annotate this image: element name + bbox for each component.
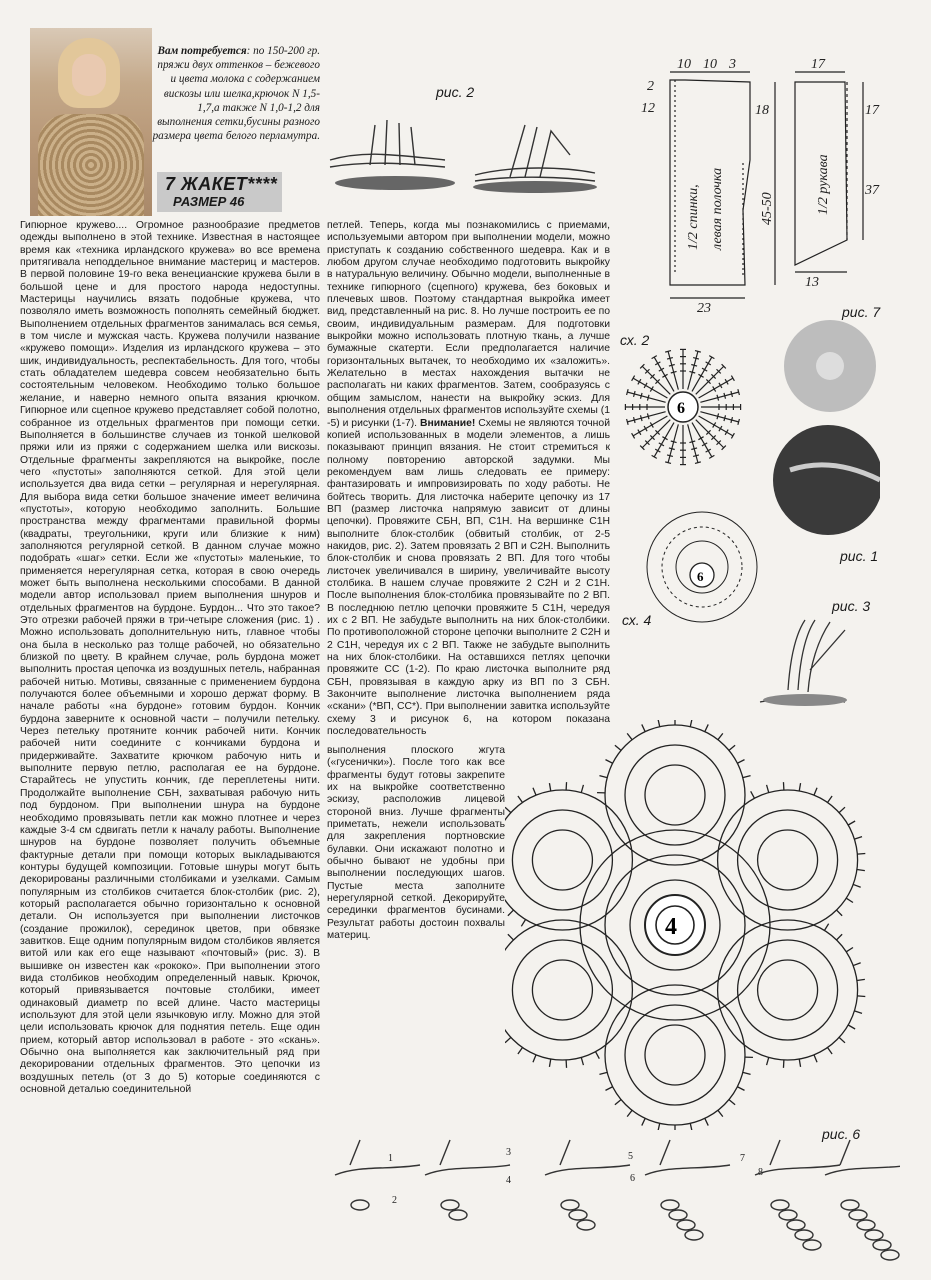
figure-ris1-photos xyxy=(750,320,880,550)
materials-text: Вам потребуется: по 150-200 гр. пряжи двух оттенков – бежевого и цвета молока с содержанием вискозы или шелка,крючок N 1,5-1,7,а также N 1,0-1,2 для выполнения сетки,бусины разного размера цвета белого перламутра. xyxy=(152,45,320,143)
step-5: 5 xyxy=(628,1151,633,1162)
step-4: 4 xyxy=(506,1175,511,1186)
item-title: 7 ЖАКЕТ**** xyxy=(165,174,278,194)
dim-18: 18 xyxy=(755,103,769,118)
sx2-center-number: 6 xyxy=(677,400,685,417)
model-photo xyxy=(30,28,152,216)
step-2: 2 xyxy=(392,1195,397,1206)
article-column-1: Гипюрное кружево.... Огромное разнообразие предметов одежды выполнено в этой технике. Известная в настоящее время как «техника ирландского кружева» во все времена притягивала неподдельное внимание мастериц и мастеров. В первой половине 19-го века венецианские кружева были в большой цене и для простого народа недоступны. Мастерицы научились вязать подобные кружева, что позволяло иметь возможность пополнять семейный бюджет. Выполнением отдельных фрагментов занималась вся семья, в том числе и мужская часть. Кружева получили название «кружево помощи». Изделия из ирландского кружева – это шик, индивидуальность, респектабельность. Для того, чтобы стать обладателем шедевра совсем необязательно быть состоятельным человеком. Необходимо только большое желание, и наверно немного опыта вязания крючком. Гипюрное или сцепное кружево представляет собой полотно, собранное из отдельных фрагментов при помощи сетки. Выполняется в большинстве случаев из тонкой шелковой пряжи или из пряжи с содержанием шелка или вискозы. Отдельные фрагменты закрепляются на выкройке, после чего «пустоты» заполняются сеткой. Для этой цели используется два вида сетки – регулярная и нерегулярная. Для выбора вида сетки большое значение имеет величина «пустоты», которую необходимо заполнить. Большие пространства между фрагментами правильной формы (квадраты, треугольники, круги или близкие к ним) заполняются регулярной сеткой. В данном случае можно подобрать «шаг» сетки. Если же «пустоты» маленькие, то применяется нерегулярная сетка, которая в свою очередь может быть выполнена несколькими способами. В данной модели автор использовал прием выполнения шнуров и отдельных фрагментов на бурдоне. Бурдон... Что это такое? Это отрезки рабочей пряжи в три-четыре сложения (рис. 1) . Можно использовать дополнительную нить, главное чтобы она была в несколько раз толще рабочей, но обязательно близкой по цвету. В крайнем случае, роль бурдона может выполнить простая цепочка из воздушных петель, набранная рабочей нитью. Мотивы, связанные с применением бурдона получаются более объемными и хорошо держат форму. В начале работы «на бурдоне» готовим бурдон. Кончик бурдона заверните к основной части – получили петельку. Через петельку протяните кончик рабочей нити. Кончик рабочей нити соедините с кончиками бурдона и придерживайте. Захватите крючком рабочую нить и выполните первую петлю, располагая ее на бурдоне. Старайтесь не упустить кончик, где переплетены нити. Продолжайте выполнение СБН, захватывая рабочую нить под бурдоном. При выполнении шнура на бурдоне необходимо провязывать петли как можно плотнее и через каждые 3-4 см сдвигать петли к началу работы. Выполнение шнуров на бурдоне позволяет получить объемные фактурные детали при помощи которых выкладываются контуры будущей композиции. Готовые шнуры могут быть декорированы различными столбиками и узелками. Самым популярным из столбиков считается блок-столбик (рис. 2), который располагается обычно горизонтально к основной детали. Он используется при выполнении листочков (создание прожилок), серединок цветов, при обвязке завитков. Еще одним популярным видом столбиков является витой или как его еще называют «почтовый» (рис. 3). В вышивке он известен как «рококо». При выполнении этого вида столбиков необходим определенный навык. Крючок, который привязывается почтовые столбики, имеет одинаковый диаметр по всей длине. Часто мастерицы используют для этой цели язычковую иглу. Можно для этой цели использовать крючок для поднятия петель. Еще один прием, который автор использовал в работе - это «скань». Обычно она выполняется как заключительный ряд при декорировании отдельных фрагментов. Это цепочки из воздушных петель (от 3 до 5) которые соединяются с основной деталью соединительной xyxy=(20,220,320,1096)
step-8: 8 xyxy=(758,1167,763,1178)
title-badge xyxy=(157,172,282,212)
caption-ris7: рис. 7 xyxy=(842,304,881,320)
dim-13: 13 xyxy=(805,275,819,290)
sx4-center-number: 6 xyxy=(697,569,704,584)
dim-3: 3 xyxy=(729,57,736,72)
figure-ris2 xyxy=(325,105,605,200)
step-3: 3 xyxy=(506,1147,511,1158)
front-label: левая полочка xyxy=(710,167,725,250)
article-column-3: выполнения плоского жгута («гусенички»). После того как все фрагменты будут готовы закрепите их на выкройке соответственно эскизу, расположив лицевой стороной вниз. Лучше фрагменты приметать, нежели использовать для закрепления портновские булавки. Они искажают полотно и обычно бывают не удобны при выполнении последующих шагов. Пустые места заполните нерегулярной сеткой. Декорируйте серединки фрагментов бусинами. Результат работы достоин похвалы материц. xyxy=(327,745,505,942)
figure-step-sequence xyxy=(330,1135,900,1270)
dim-10a: 10 xyxy=(677,57,691,72)
flower-center-number: 4 xyxy=(665,914,677,940)
article-column-2: петлей. Теперь, когда мы познакомились с приемами, используемыми автором при выполнении модели, можно приступать к созданию собственного шедевра. Как и в любом другом случае необходимо подготовить выкройку в натуральную величину. Обычно модели, выполненные в технике гипюрного (сцепного) кружева, без боковых и плечевых швов. Поэтому стандартная выкройка имеет вид, представленный на рис. 8. Но лучше построить ее по своим, индивидуальным размерам. Для подготовки выкройки можно использовать плотную ткань, а лучше бумажные скатерти. Если предполагается наличие горизонтальных вытачек, то необходимо их «заложить». Желательно в местах нахождения вытачки не располагать ни каких фрагментов. Затем, сообразуясь с общим замыслом, нанести на выкройку эскиз. Для выполнения отдельных фрагментов используйте схемы (1 -5) и рисунки (1-7). Внимание! Схемы не являются точной копией использованных в модели элементов, а лишь показывают принцип вязания. Не стоит стремиться к полному повторению авторской задумки. Мы рекомендуем вам лишь следовать ее примеру: фантазировать и импровизировать по ходу работы. Не бойтесь творить. Для листочка наберите цепочку из 17 ВП (размер листочка напрямую зависит от длины цепочки). Провяжите СБН, ВП, С1Н. На вершинке С1Н выполните блок-столбик (обвитый столбик, от 2-5 накидов, рис. 2). Затем провязать 2 ВП и С2Н. Выполнить блок-столбик и снова провязать 2 ВП. Для того чтобы листочек увеличивался в ширину, увеличивайте высоту столбика. В нашем случае провяжите 2 С2Н и 2 С1Н. После выполнения блок-столбика провязывайте по 2 ВП. В последнюю петлю цепочки провяжите 5 С1Н, чередуя их с 2 ВП. Не забудьте выполнить на них блок-столбики. По противоположной стороне цепочки выполните 2 С2Н и 2 С1Н, чередуя их с 2 ВП. Также не забудьте выполнить на них блок-столбики. На оставшихся петлях цепочки провяжите СС (1-2). По краю листочка выполните ряд СБН, провязывая в каждую арку из ВП по 3 СБН. Закончите выполнение листочка выполнением ряда «скани» (*ВП, СС*). При выполнении завитка используйте схему 3 и рисунок 6, на котором показана последовательность xyxy=(327,220,610,738)
caption-ris2: рис. 2 xyxy=(436,84,475,100)
diagram-sx4 xyxy=(640,505,760,625)
sleeve-label: 1/2 рукава xyxy=(816,154,831,215)
diagram-big-flower xyxy=(505,720,890,1130)
step-7: 7 xyxy=(740,1153,745,1164)
caption-ris1: рис. 1 xyxy=(840,548,879,564)
warning-label: Внимание! xyxy=(419,417,476,429)
diagram-sx2 xyxy=(620,340,750,470)
back-label: 1/2 спинки, xyxy=(686,184,701,250)
dim-2: 2 xyxy=(647,79,654,94)
step-6: 6 xyxy=(630,1173,635,1184)
dim-10b: 10 xyxy=(703,57,717,72)
dim-23: 23 xyxy=(697,301,711,316)
caption-ris3: рис. 3 xyxy=(832,598,871,614)
caption-sx4: сх. 4 xyxy=(622,612,652,628)
pattern-diagram xyxy=(625,50,895,320)
figure-ris3 xyxy=(750,610,850,710)
caption-sx2: сх. 2 xyxy=(620,332,650,348)
dim-17-top: 17 xyxy=(811,57,825,72)
dim-12: 12 xyxy=(641,101,655,116)
caption-ris6: рис. 6 xyxy=(822,1126,861,1142)
dim-37: 37 xyxy=(865,183,879,198)
item-size: РАЗМЕР 46 xyxy=(173,194,245,209)
step-1: 1 xyxy=(388,1153,393,1164)
dim-45-50: 45-50 xyxy=(760,192,775,225)
dim-17-side: 17 xyxy=(865,103,879,118)
